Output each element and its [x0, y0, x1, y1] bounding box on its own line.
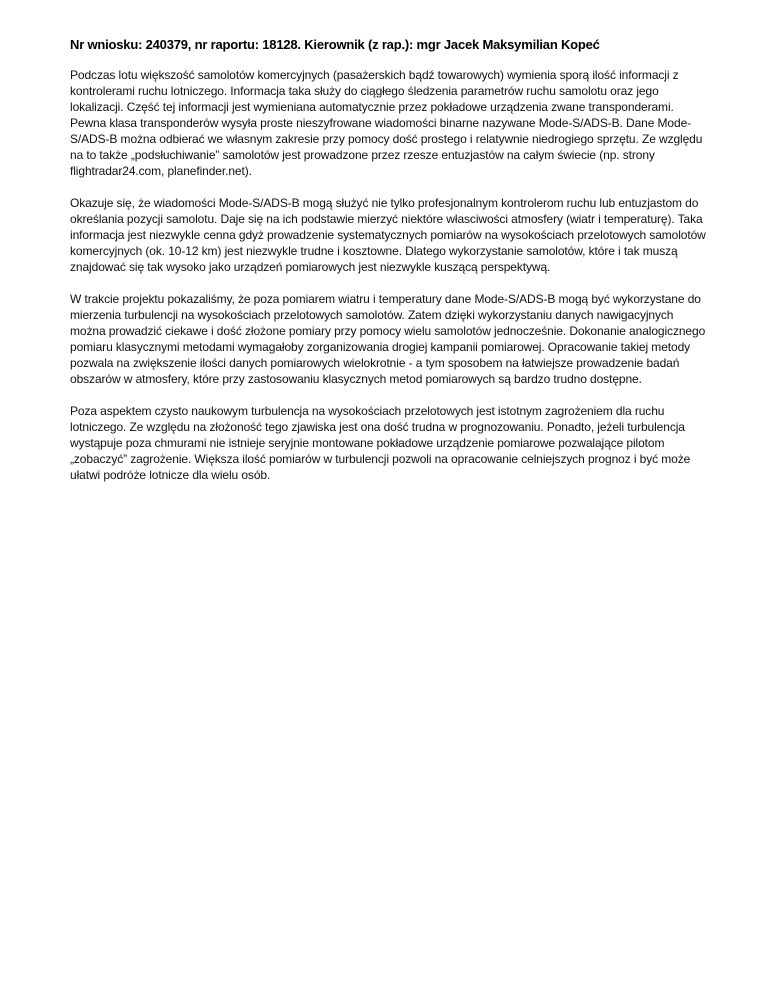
paragraph-2: Okazuje się, że wiadomości Mode-S/ADS-B mogą służyć nie tylko profesjonalnym kontrolerom ruchu lub entuzjastom do określania pozycji samolotu. Daje się na ich podstawie mierzyć niektóre własciwości atmosfery (wiatr i temperaturę). Taka informacja jest niezwykle cenna gdyż prowadzenie systematycznych pomiarów na wysokościach przelotowych samolotów komercyjnych (ok. 10-12 km) jest niezwykle trudne i kosztowne. Dlatego wykorzystanie samolotów, które i tak muszą znajdować się tak wysoko jako urządzeń pomiarowych jest niezwykle kuszącą perspektywą. — [70, 196, 706, 274]
paragraph-3: W trakcie projektu pokazaliśmy, że poza pomiarem wiatru i temperatury dane Mode-S/ADS-B mogą być wykorzystane do mierzenia turbulencji na wysokościach przelotowych samolotów. Zatem dzięki wykorzystaniu danych nawigacyjnych można prowadzić ciekawe i dość złożone pomiary przy pomocy wielu samolotów jednocześnie. Dokonanie analogicznego pomiaru klasycznymi metodami wymagałoby zorganizowania drogiej kampanii pomiarowej. Opracowanie takiej metody pozwala na zwiększenie ilości danych pomiarowych wielokrotnie - a tym sposobem na łatwiejsze prowadzenie badań obszarów w atmosfery, które przy zastosowaniu klasycznych metod pomiarowych są bardzo trudno dostępne. — [70, 292, 706, 386]
paragraph-4: Poza aspektem czysto naukowym turbulencja na wysokościach przelotowych jest istotnym zagrożeniem dla ruchu lotniczego. Ze względu na złożoność tego zjawiska jest ona dość trudna w prognozowaniu. Ponadto, jeżeli turbulencja wystąpuje poza chmurami nie istnieje seryjnie montowane pokładowe urządzenie pomiarowe pozwalające pilotom „zobaczyć” zagrożenie. Większa ilość pomiarów w turbulencji pozwoli na opracowanie celniejszych prognoz i być może ułatwi podróże lotnicze dla wielu osób. — [70, 404, 691, 482]
paragraph-1: Podczas lotu większość samolotów komercyjnych (pasażerskich bądź towarowych) wymienia sporą ilość informacji z kontrolerami ruchu lotniczego. Informacja taka służy do ciągłego śledzenia parametrów ruchu samolotu oraz jego lokalizacji. Część tej informacji jest wymieniana automatycznie przez pokładowe urządzenia zwane transponderami. Pewna klasa transponderów wysyła proste nieszyfrowane wiadomości binarne nazywane Mode-S/ADS-B. Dane Mode-S/ADS-B można odbierać we własnym zakresie przy pomocy dość prostego i relatywnie niedrogiego sprzętu. Ze względu na to także „podsłuchiwanie” samolotów jest prowadzone przez rzesze entuzjastów na całym świecie (np. strony flightradar24.com, planefinder.net). — [70, 68, 703, 178]
report-header: Nr wniosku: 240379, nr raportu: 18128. Kierownik (z rap.): mgr Jacek Maksymilian Kopeć — [70, 37, 600, 52]
